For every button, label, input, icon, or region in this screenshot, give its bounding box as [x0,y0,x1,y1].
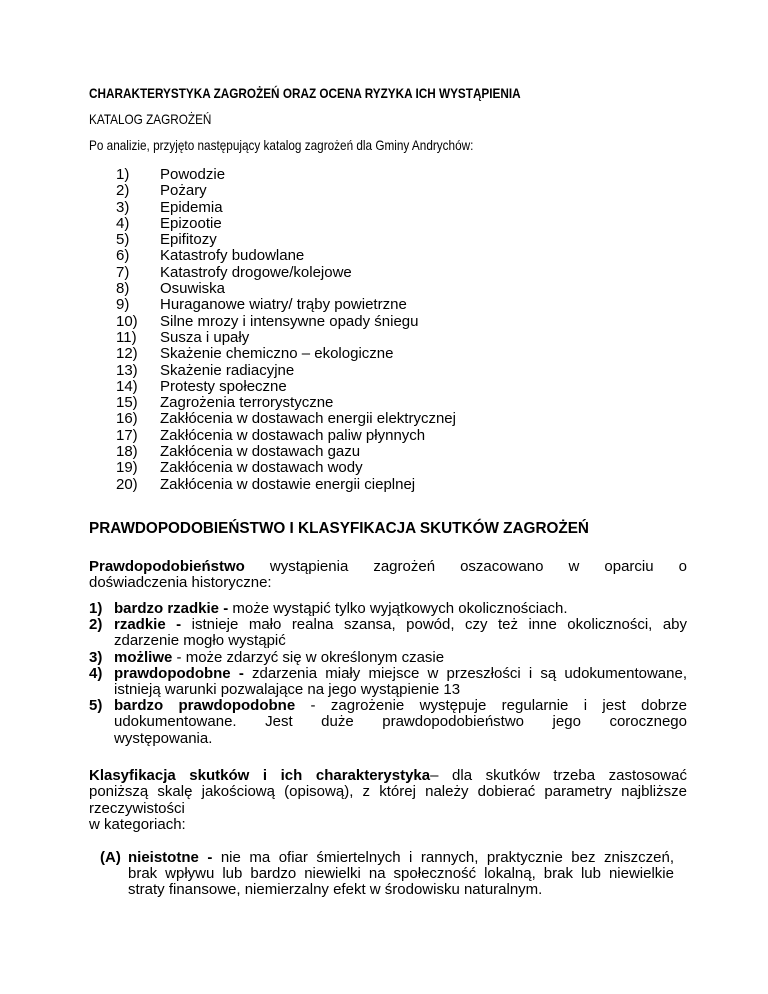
probability-level-number: 1) [89,600,103,617]
probability-level-text: istnieje mało realna szansa, powód, czy też inne okoliczności, aby [191,616,688,634]
hazard-label: Epidemia [160,198,223,216]
hazard-label: Pożary [160,182,207,200]
effects-intro-line-3: rzeczywistości [89,799,185,817]
hazard-label: Katastrofy drogowe/kolejowe [160,263,352,281]
hazard-item [116,444,536,460]
effects-heading-rest: – dla skutków trzeba zastosować [430,767,687,784]
hazard-item [116,428,536,444]
probability-term: Prawdopodobieństwo [89,558,245,575]
probability-level-text: występowania. [114,729,213,747]
probability-level-line [114,682,687,698]
probability-level-text: udokumentowane. Jest duże prawdopodobieństwo jego corocznego [114,713,687,731]
effect-category-label: (A) [100,849,121,866]
probability-intro-line-1 [89,559,687,575]
hazard-label: Powodzie [160,166,226,183]
probability-intro [89,559,687,592]
probability-level-number: 4) [89,664,103,682]
probability-level-text: zdarzenia miały miejsce w przeszłości i są udokumentowane, [252,664,687,682]
hazard-number: 16) [116,410,138,428]
effect-category-line [128,882,674,898]
hazard-label: Protesty społeczne [160,377,287,395]
catalog-heading: KATALOG ZAGROŻEŃ [89,111,212,127]
hazard-item [116,281,536,297]
probability-level-number: 5) [89,697,103,715]
hazard-label: Epizootie [160,214,222,232]
hazard-label: Zagrożenia terrorystyczne [160,394,334,412]
hazard-item [116,200,536,216]
probability-level-item [89,601,687,617]
hazard-item [116,216,536,232]
effects-intro-line-2: poniższą skalę jakościową (opisową), z której należy dobierać parametry najbliższe [89,783,687,801]
hazard-number: 20) [116,475,138,493]
hazard-label: Katastrofy budowlane [160,247,305,265]
hazard-number: 17) [116,426,138,444]
probability-level-item [89,698,687,747]
hazard-number: 1) [116,166,130,183]
hazard-number: 15) [116,394,138,412]
probability-level-term: bardzo rzadkie - [114,600,229,617]
hazard-number: 18) [116,443,138,461]
hazard-number: 4) [116,214,130,232]
probability-level-text: - zagrożenie występuje regularnie i jest dobrze [310,697,687,715]
hazard-number: 14) [116,377,138,395]
probability-level-text: istnieją warunki pozwalające na jego wystąpienie 13 [114,681,461,699]
probability-level-item [89,666,687,698]
hazard-number: 8) [116,280,130,298]
hazard-number: 19) [116,459,138,477]
hazard-number: 7) [116,263,130,281]
hazard-label: Osuwiska [160,280,226,298]
effect-category-line [128,866,674,882]
effect-category-line [128,850,674,866]
hazard-label: Zakłócenia w dostawach gazu [160,443,361,461]
probability-level-line [114,714,687,730]
probability-level-term: możliwe [114,648,173,666]
hazard-label: Huraganowe wiatry/ trąby powietrzne [160,296,407,314]
hazard-number: 3) [116,198,130,216]
probability-level-number: 3) [89,648,103,666]
probability-level-line [114,633,687,649]
hazard-number: 11) [116,328,137,346]
hazard-number: 5) [116,231,130,249]
hazard-item [116,363,536,379]
probability-level-item [89,617,687,649]
section-title: PRAWDOPODOBIEŃSTWO I KLASYFIKACJA SKUTKÓW ZAGROŻEŃ [89,520,589,537]
hazard-item [116,411,536,427]
probability-level-text: zdarzenie mogło wystąpić [114,632,286,650]
hazard-label: Skażenie radiacyjne [160,361,295,379]
hazard-item [116,330,536,346]
hazard-item [116,314,536,330]
effects-intro-line-1 [89,768,687,784]
probability-intro-rest: wystąpienia zagrożeń oszacowano w oparciu o [269,558,687,575]
probability-level-line [114,650,687,666]
hazard-label: Zakłócenia w dostawie energii cieplnej [160,475,416,493]
effect-category-text: straty finansowe, niemierzalny efekt w środowisku naturalnym. [128,881,543,899]
hazard-item [116,477,536,493]
effects-intro [89,768,687,834]
catalog-intro: Po analizie, przyjęto następujący katalog zagrożeń dla Gminy Andrychów: [89,137,474,153]
hazard-item [116,346,536,362]
hazard-label: Epifitozy [160,231,217,249]
hazard-item [116,395,536,411]
probability-scale-list [89,601,687,747]
document-title: CHARAKTERYSTYKA ZAGROŻEŃ ORAZ OCENA RYZYKA ICH WYSTĄPIENIA [89,85,521,101]
hazard-number: 6) [116,247,130,265]
hazard-item [116,265,536,281]
hazard-item [116,183,536,199]
probability-level-text: - może zdarzyć się w określonym czasie [176,648,445,666]
probability-level-text: może wystąpić tylko wyjątkowych okolicznościach. [232,600,568,617]
effect-category-text: nie ma ofiar śmiertelnych i rannych, praktycznie bez zniszczeń, [220,849,674,866]
hazard-item [116,248,536,264]
hazard-number: 12) [116,345,138,363]
probability-intro-line-2: doświadczenia historyczne: [89,574,272,592]
hazard-label: Silne mrozy i intensywne opady śniegu [160,312,419,330]
hazard-number: 10) [116,312,138,330]
hazard-number: 9) [116,296,130,314]
hazard-label: Susza i upały [160,328,250,346]
hazard-label: Zakłócenia w dostawach wody [160,459,363,477]
probability-level-line [114,617,687,633]
effect-category-text: brak wpływu lub bardzo niewielki na społeczność lokalną, brak lub niewielkie [128,865,674,883]
hazard-item [116,232,536,248]
probability-level-item [89,650,687,666]
probability-level-line [114,698,687,714]
hazard-label: Skażenie chemiczno – ekologiczne [160,345,394,363]
probability-level-line [114,731,687,747]
hazard-item [116,460,536,476]
probability-level-number: 2) [89,616,103,634]
hazard-label: Zakłócenia w dostawach energii elektrycznej [160,410,456,428]
hazard-item [116,167,536,183]
hazard-list [116,167,536,493]
hazard-item [116,297,536,313]
probability-level-line [114,666,687,682]
hazard-number: 13) [116,361,138,379]
probability-level-term: rzadkie - [114,616,182,634]
effects-category-list [100,850,674,899]
probability-level-line [114,601,687,617]
probability-level-term: prawdopodobne - [114,664,244,682]
effects-heading-term: Klasyfikacja skutków i ich charakterystyka [89,767,431,784]
effect-category-item [100,850,674,899]
hazard-label: Zakłócenia w dostawach paliw płynnych [160,426,426,444]
probability-level-term: bardzo prawdopodobne [114,697,296,715]
effects-intro-line-4: w kategoriach: [89,816,186,834]
hazard-item [116,379,536,395]
hazard-number: 2) [116,182,130,200]
effect-category-term: nieistotne - [128,849,213,866]
